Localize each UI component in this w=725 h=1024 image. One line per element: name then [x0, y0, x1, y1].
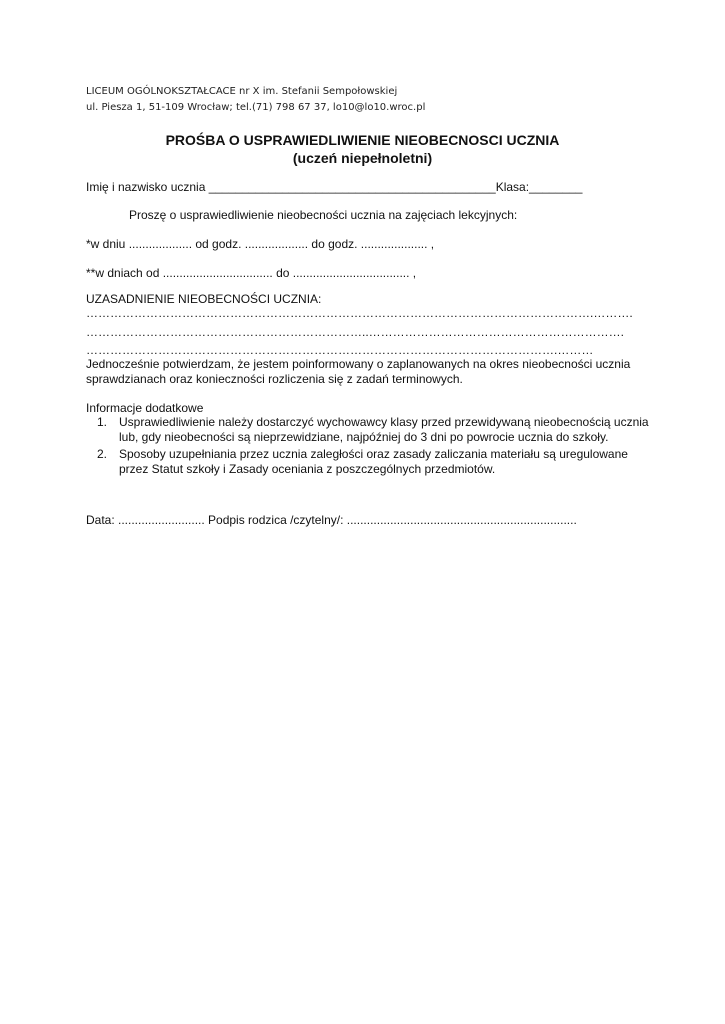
list-number: 1. [97, 415, 108, 429]
justification-line-3: ……………………………………………………………………………………………………….……… [86, 343, 594, 357]
list-text: Sposoby uzupełniania przez ucznia zaległości oraz zasady zaliczania materiału są uregulowane przez Statut szkoły i Zasady oceniania z poszczególnych przedmiotów. [119, 447, 628, 476]
list-number: 2. [97, 447, 108, 461]
confirmation-text: Jednocześnie potwierdzam, że jestem poinformowany o zaplanowanych na okres nieobecności ucznia sprawdzianach oraz konieczności rozliczenia się z zadań terminowych. [86, 357, 631, 386]
justification-line-2: ……………………………………………………………..………………………………………………………. [86, 325, 625, 339]
form-title: PROŚBA O USPRAWIEDLIWIENIE NIEOBECNOSCI UCZNIA [165, 132, 560, 148]
list-item [97, 415, 657, 445]
info-heading: Informacje dodatkowe [86, 401, 204, 415]
list-item [97, 447, 657, 477]
signature-line: Data: .......................... Podpis rodzica /czytelny/: ..................................................................... [86, 513, 577, 527]
school-name: LICEUM OGÓLNOKSZTAŁCACE nr X im. Stefanii Sempołowskiej [86, 86, 398, 97]
request-text: Proszę o usprawiedliwienie nieobecności ucznia na zajęciach lekcyjnych: [129, 208, 518, 222]
info-list [97, 415, 657, 479]
date-range-line: **w dniach od ................................. do ................................... , [86, 266, 417, 280]
justification-label: UZASADNIENIE NIEOBECNOŚCI UCZNIA: [86, 292, 322, 306]
single-day-line: *w dniu ................... od godz. ................... do godz. .................... , [86, 237, 435, 251]
school-address: ul. Piesza 1, 51-109 Wrocław; tel.(71) 798 67 37, lo10@lo10.wroc.pl [86, 102, 426, 113]
list-text: Usprawiedliwienie należy dostarczyć wychowawcy klasy przed przewidywaną nieobecnością ucznia lub, gdy nieobecności są nieprzewidziane, najpóźniej do 3 dni po powrocie ucznia do szkoły. [119, 415, 649, 444]
student-name-line: Imię i nazwisko ucznia ___________________________________________Klasa:________ [86, 180, 583, 194]
justification-line-1: ……………………………………………………………………………………………………………….………. [86, 306, 633, 320]
form-subtitle: (uczeń niepełnoletni) [292, 150, 433, 166]
